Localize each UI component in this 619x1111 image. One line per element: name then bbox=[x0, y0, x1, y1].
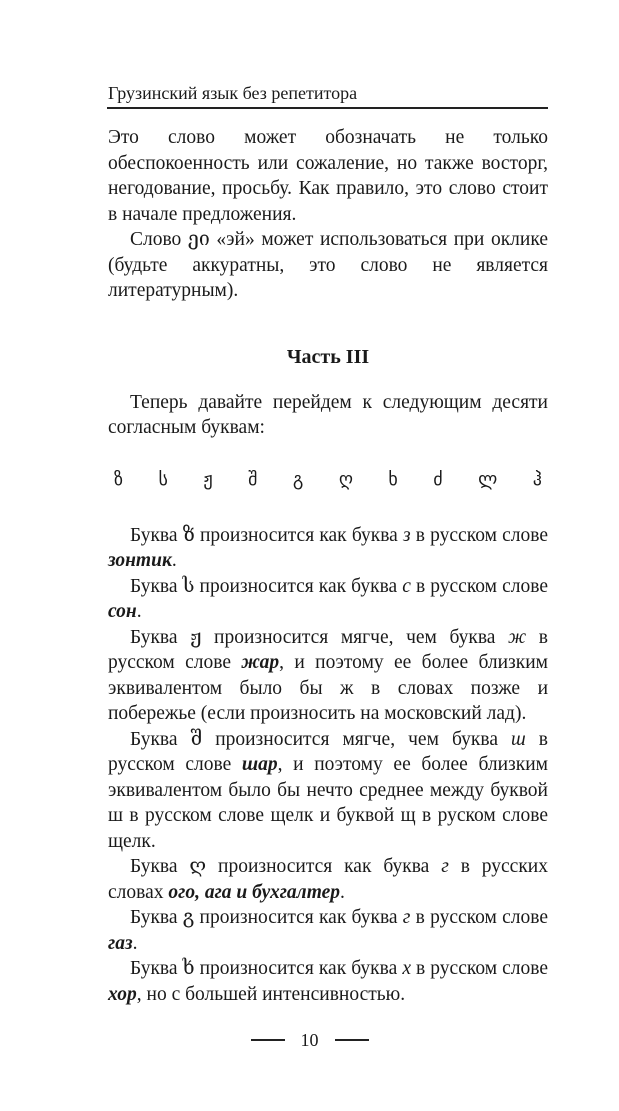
rule-pre: Буква ღ произносится как буква bbox=[130, 856, 442, 877]
georgian-letters-row bbox=[114, 467, 542, 493]
rule-letter: г bbox=[441, 856, 449, 877]
rule-word: шар bbox=[241, 754, 278, 775]
letter: ლ bbox=[478, 468, 498, 490]
rule-post: . bbox=[132, 932, 138, 954]
pronunciation-rules bbox=[108, 523, 548, 1008]
rule-letter: ж bbox=[508, 626, 527, 648]
rule-letter: х bbox=[402, 958, 411, 979]
rule-word: сон bbox=[108, 601, 137, 622]
rule-paragraph bbox=[108, 854, 548, 905]
paragraph: Слово ეი «эй» может использоваться при оклике (будьте аккуратны, это слово не является литературным). bbox=[108, 229, 548, 301]
rule-mid: в русском слове bbox=[108, 626, 548, 673]
rule-paragraph bbox=[108, 574, 548, 625]
rule-mid: в русском слове bbox=[410, 524, 548, 546]
rule-letter: г bbox=[402, 907, 411, 928]
rule-pre: Буква შ произносится мягче, чем буква bbox=[130, 728, 512, 750]
rule-post: . bbox=[171, 550, 177, 571]
page-body bbox=[108, 125, 548, 1007]
footer-dash bbox=[251, 1039, 285, 1041]
page-footer bbox=[0, 1029, 619, 1051]
rule-post: , и поэтому ее более близким эквивалентом было бы нечто среднее между буквой ш в русском слове щелк и буквой щ в руском слове щелк. bbox=[108, 754, 548, 852]
rule-paragraph bbox=[108, 727, 548, 855]
rule-paragraph bbox=[108, 956, 548, 1007]
section-title: Часть III bbox=[286, 345, 370, 368]
rule-word: ого, ага и бухгалтер bbox=[168, 881, 341, 903]
rule-paragraph bbox=[108, 523, 548, 574]
page-number: 10 bbox=[300, 1030, 319, 1050]
letter: ზ bbox=[114, 468, 124, 490]
paragraph: Это слово может обозначать не только обеспокоенность или сожаление, но также восторг, негодование, просьбу. Как правило, это слово стоит в начале предложения. bbox=[108, 127, 548, 225]
rule-paragraph bbox=[108, 625, 548, 727]
rule-post: . bbox=[340, 881, 345, 903]
letter: გ bbox=[292, 468, 304, 490]
letter: ჰ bbox=[532, 468, 542, 490]
rule-mid: в русских словах bbox=[108, 856, 548, 903]
rule-mid: в русском слове bbox=[108, 728, 548, 775]
letter: ხ bbox=[388, 468, 398, 490]
rule-post: . bbox=[136, 601, 142, 622]
letter: ღ bbox=[338, 468, 353, 490]
rule-post: , и поэтому ее более близким эквивалентом было бы ж в словах позже и побережье (если произносить на московский лад). bbox=[108, 652, 548, 724]
rule-word: газ bbox=[108, 932, 133, 954]
rule-pre: Буква ს произносится как буква bbox=[130, 575, 403, 597]
running-header: Грузинский язык без репетитора bbox=[108, 83, 358, 103]
letter: ძ bbox=[433, 468, 443, 490]
footer-dash bbox=[335, 1039, 369, 1041]
letter: ჟ bbox=[203, 468, 213, 490]
rule-letter: с bbox=[402, 575, 411, 597]
paragraph: Теперь давайте перейдем к следующим десяти согласным буквам: bbox=[108, 391, 548, 438]
rule-mid: в русском слове bbox=[410, 958, 548, 979]
rule-pre: Буква გ произносится как буква bbox=[130, 907, 403, 928]
rule-post: , но с большей интенсивностью. bbox=[136, 983, 406, 1005]
rule-pre: Буква ზ произносится как буква bbox=[130, 524, 403, 546]
rule-pre: Буква ჟ произносится мягче, чем буква bbox=[130, 626, 509, 648]
rule-letter: ш bbox=[511, 728, 526, 750]
rule-word: хор bbox=[108, 983, 137, 1005]
rule-mid: в русском слове bbox=[410, 575, 548, 597]
rule-paragraph bbox=[108, 905, 548, 956]
rule-word: жар bbox=[241, 652, 280, 673]
rule-letter: з bbox=[403, 524, 411, 546]
header-rule bbox=[107, 107, 548, 109]
letter: შ bbox=[248, 468, 258, 490]
rule-word: зонтик bbox=[108, 550, 172, 571]
rule-pre: Буква ხ произносится как буква bbox=[130, 958, 403, 979]
letter: ს bbox=[158, 468, 168, 490]
rule-mid: в русском слове bbox=[410, 907, 548, 928]
